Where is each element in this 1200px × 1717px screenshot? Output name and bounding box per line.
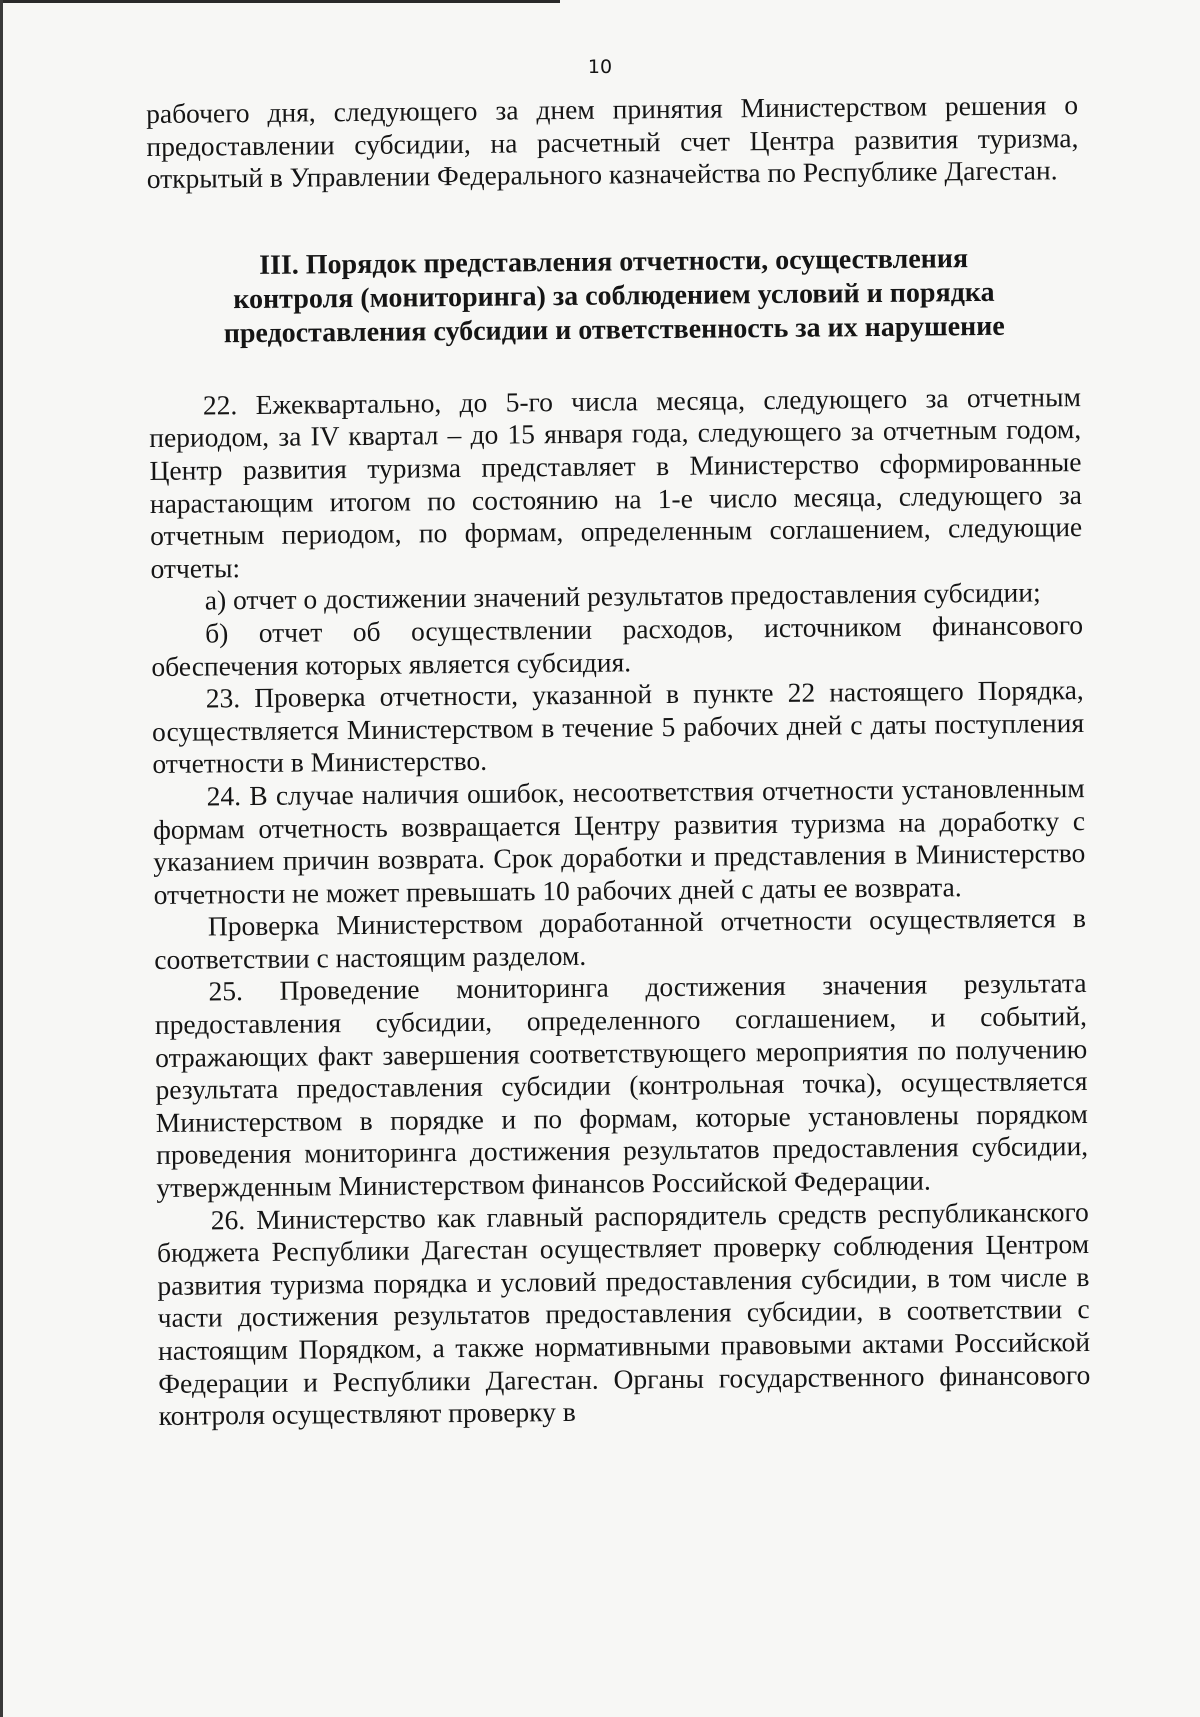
paragraph-24: 24. В случае наличия ошибок, несоответствия отчетности установленным формам отчетность возвращается Центру развития туризма на доработку с указанием причин возврата. Срок доработки и представления в Министерство отчетности не может превышать 10 рабочих дней с даты ее возврата.	[152, 771, 1086, 910]
section-heading	[177, 241, 1050, 351]
paragraph-22: 22. Ежеквартально, до 5-го числа месяца, следующего за отчетным периодом, за IV квартал – до 15 января года, следующего за отчетным годом, Центр развития туризма представляет в Министерство сформированные нарастающим итогом по состоянию на 1-е число месяца, следующего за отчетным периодом, по формам, определенным соглашением, следующие отчеты:	[149, 380, 1083, 584]
paragraph-22-item-b: б) отчет об осуществлении расходов, источником финансового обеспечения которых является субсидия.	[151, 608, 1084, 682]
section-heading-line-3: предоставления субсидии и ответственность за их нарушение	[223, 310, 1005, 350]
paragraph-25: 25. Проведение мониторинга достижения значения результата предоставления субсидии, определенного соглашением, и событий, отражающих факт завершения соответствующего мероприятия по получению результата предоставления субсидии (контрольная точка), осуществляется Министерством в порядке и по формам, которые установлены порядком проведения мониторинга достижения результатов предоставления субсидии, утвержденным Министерством финансов Российской Федерации.	[154, 967, 1089, 1203]
paragraph-24-continuation: Проверка Министерством доработанной отчетности осуществляется в соответствии с настоящим разделом.	[154, 902, 1087, 975]
page-number: 10	[587, 56, 613, 78]
paragraph-22-item-a: а) отчет о достижении значений результатов предоставления субсидии;	[204, 576, 1041, 616]
section-heading-line-2: контроля (мониторинга) за соблюдением условий и порядка	[233, 276, 995, 315]
intro-paragraph: рабочего дня, следующего за днем принятия Министерством решения о предоставлении субсидии, на расчетный счет Центра развития туризма, открытый в Управлении Федерального казначейства по Республике Дагестан.	[146, 89, 1079, 195]
paragraph-26: 26. Министерство как главный распорядитель средств республиканского бюджета Республики Дагестан осуществляет проверку соблюдения Центром развития туризма порядка и условий предоставления субсидии, в том числе в части достижения результатов предоставления субсидии, в соответствии с настоящим Порядком, а также нормативными правовыми актами Российской Федерации и Республики Дагестан. Органы государственного финансового контроля осуществляют проверку в	[156, 1195, 1091, 1432]
section-heading-line-1: III. Порядок представления отчетности, осуществления	[258, 242, 969, 281]
document-body	[146, 89, 1091, 1433]
paragraph-23: 23. Проверка отчетности, указанной в пункте 22 настоящего Порядка, осуществляется Министерством в течение 5 рабочих дней с даты поступления отчетности в Министерство.	[151, 674, 1085, 780]
